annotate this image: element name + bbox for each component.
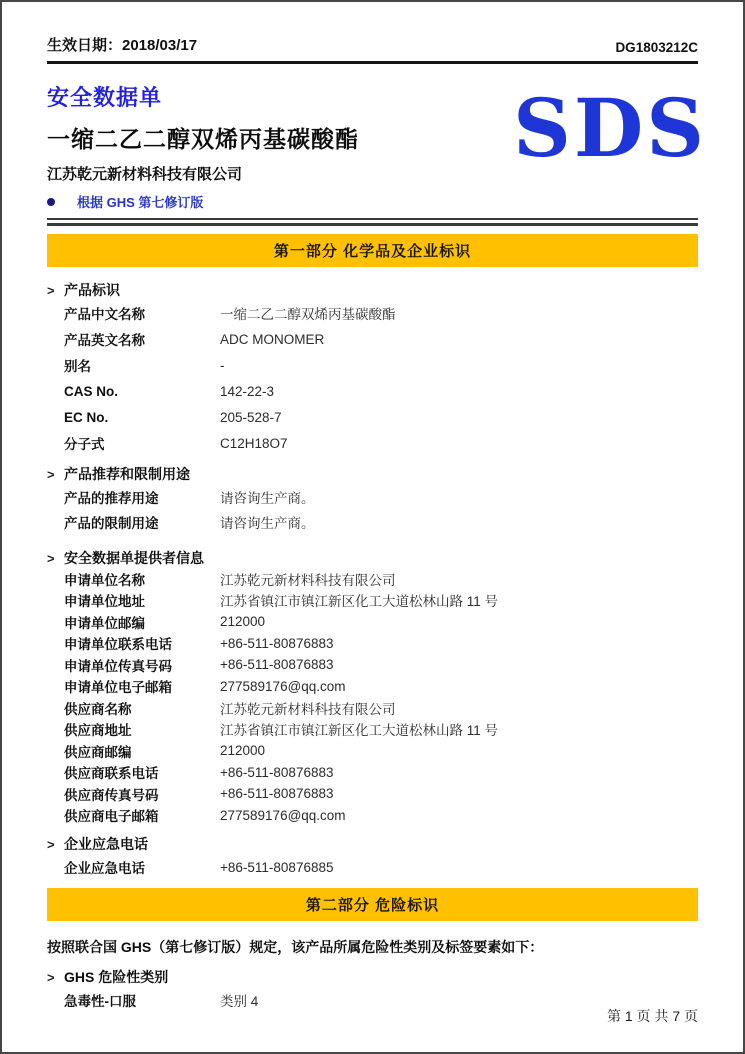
- field-label: 供应商联系电话: [64, 766, 159, 782]
- group-heading-product-identity: [47, 280, 698, 300]
- field-row: [64, 740, 698, 762]
- field-label: 申请单位联系电话: [64, 637, 172, 653]
- field-row: [64, 352, 698, 378]
- field-label: 企业应急电话: [64, 861, 145, 876]
- field-row: [64, 484, 698, 509]
- sds-logo: SDS: [513, 81, 707, 175]
- field-row: [64, 676, 698, 698]
- field-row: [64, 633, 698, 655]
- group-rows-provider-info: [64, 568, 698, 826]
- document-header: [47, 34, 698, 55]
- group-heading-label: 安全数据单提供者信息: [64, 550, 204, 566]
- bullet-icon: [47, 198, 55, 206]
- field-value: 142-22-3: [220, 383, 275, 399]
- group-heading-label: 企业应急电话: [64, 836, 148, 852]
- field-value: 江苏省镇江市镇江新区化工大道松林山路 11 号: [220, 723, 499, 739]
- field-label: 申请单位邮编: [64, 615, 145, 631]
- field-row: [64, 697, 698, 719]
- field-value: 请咨询生产商。: [220, 490, 315, 506]
- field-value: +86-511-80876885: [220, 859, 334, 875]
- field-value: 江苏乾元新材料科技有限公司: [220, 701, 396, 717]
- field-label: 产品英文名称: [64, 333, 145, 348]
- product-title: 一缩二乙二醇双烯丙基碳酸酯: [47, 126, 359, 152]
- page-number: 第 1 页 共 7 页: [606, 1008, 698, 1024]
- field-label: 供应商电子邮箱: [64, 809, 159, 825]
- group-heading-ghs-hazard-class: [47, 967, 698, 987]
- field-label: EC No.: [64, 409, 109, 425]
- field-label: 申请单位地址: [64, 594, 145, 610]
- group-heading-label: 产品推荐和限制用途: [64, 466, 190, 482]
- field-label: 分子式: [64, 437, 105, 452]
- ghs-note-text: 根据 GHS 第七修订版: [77, 195, 204, 210]
- field-value: 一缩二乙二醇双烯丙基碳酸酯: [220, 307, 396, 322]
- field-row: [64, 987, 698, 1013]
- field-row: [64, 568, 698, 590]
- field-value: ADC MONOMER: [220, 331, 325, 347]
- group-rows-ghs-hazard-class: [64, 987, 698, 1013]
- group-heading-emergency-phone: [47, 834, 698, 854]
- field-value: 277589176@qq.com: [220, 678, 346, 694]
- chevron-right-icon: >: [47, 282, 55, 298]
- field-value: 277589176@qq.com: [220, 807, 346, 823]
- company-name: 江苏乾元新材料科技有限公司: [47, 166, 243, 183]
- field-value: +86-511-80876883: [220, 657, 334, 673]
- chevron-right-icon: >: [47, 550, 55, 566]
- document-number: DG1803212C: [615, 40, 698, 55]
- chevron-right-icon: >: [47, 969, 55, 985]
- field-row: [64, 783, 698, 805]
- section-2-header: 第二部分 危险标识: [47, 888, 698, 921]
- chevron-right-icon: >: [47, 836, 55, 852]
- effective-date: 生效日期：2018/03/17: [47, 37, 198, 54]
- ghs-revision-note: [47, 192, 698, 211]
- field-row: [64, 590, 698, 612]
- field-row: [64, 719, 698, 741]
- field-label: 供应商地址: [64, 723, 132, 739]
- group-rows-recommended-use: [64, 484, 698, 534]
- field-label: 申请单位传真号码: [64, 658, 172, 674]
- group-heading-provider-info: [47, 548, 698, 568]
- field-label: 急毒性-口服: [64, 994, 136, 1009]
- field-row: [64, 378, 698, 404]
- field-label: 供应商邮编: [64, 744, 132, 760]
- header-rule: [47, 61, 698, 64]
- field-row: [64, 611, 698, 633]
- field-row: [64, 300, 698, 326]
- section-1-header: 第一部分 化学品及企业标识: [47, 234, 698, 267]
- field-value: +86-511-80876883: [220, 635, 334, 651]
- field-value: 212000: [220, 614, 266, 630]
- group-heading-label: GHS 危险性类别: [64, 969, 169, 985]
- group-heading-recommended-use: [47, 464, 698, 484]
- field-label: 产品的推荐用途: [64, 490, 159, 506]
- field-label: 别名: [64, 359, 91, 374]
- field-label: 产品中文名称: [64, 307, 145, 322]
- field-value: -: [220, 357, 225, 373]
- field-value: 类别 4: [220, 994, 259, 1009]
- field-label: 产品的限制用途: [64, 515, 159, 531]
- field-row: [64, 854, 698, 880]
- field-row: [64, 404, 698, 430]
- field-value: +86-511-80876883: [220, 764, 334, 780]
- field-row: [64, 654, 698, 676]
- field-label: CAS No.: [64, 383, 118, 399]
- field-row: [64, 762, 698, 784]
- field-value: 江苏乾元新材料科技有限公司: [220, 572, 396, 588]
- field-label: 供应商传真号码: [64, 787, 159, 803]
- group-heading-label: 产品标识: [64, 282, 120, 298]
- field-row: [64, 509, 698, 534]
- doc-type-title: 安全数据单: [47, 85, 163, 110]
- field-value: 205-528-7: [220, 409, 282, 425]
- chevron-right-icon: >: [47, 466, 55, 482]
- field-value: 江苏省镇江市镇江新区化工大道松林山路 11 号: [220, 594, 499, 610]
- field-row: [64, 805, 698, 827]
- masthead-divider: [47, 218, 698, 226]
- field-row: [64, 326, 698, 352]
- field-value: +86-511-80876883: [220, 786, 334, 802]
- field-row: [64, 430, 698, 456]
- group-rows-emergency-phone: [64, 854, 698, 880]
- field-label: 申请单位名称: [64, 572, 145, 588]
- field-label: 供应商名称: [64, 701, 132, 717]
- field-value: C12H18O7: [220, 435, 288, 451]
- field-value: 212000: [220, 743, 266, 759]
- field-label: 申请单位电子邮箱: [64, 680, 172, 696]
- group-rows-product-identity: [64, 300, 698, 456]
- section-2-intro: 按照联合国 GHS（第七修订版）规定，该产品所属危险性类别及标签要素如下：: [47, 939, 544, 955]
- field-value: 请咨询生产商。: [220, 515, 315, 531]
